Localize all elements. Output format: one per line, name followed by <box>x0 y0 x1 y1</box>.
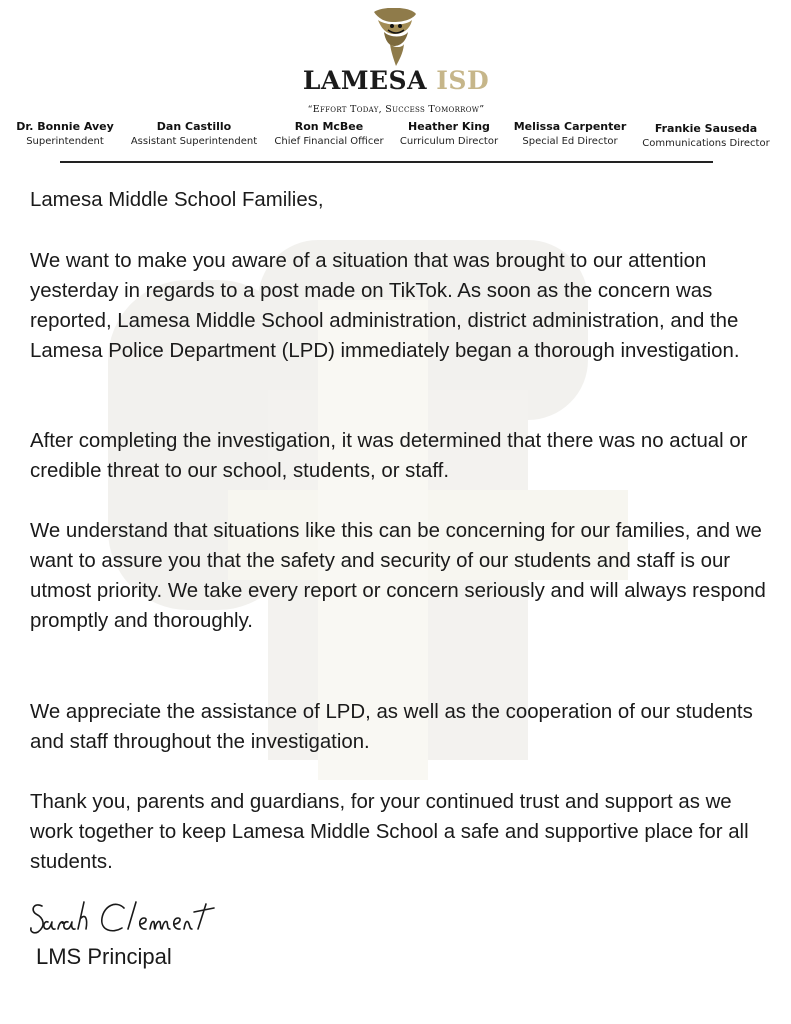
signature-title: LMS Principal <box>36 944 172 969</box>
staff-name: Dr. Bonnie Avey <box>16 120 114 133</box>
letter-paragraph: We understand that situations like this can be concerning for our families, and we want to assure you that the safety and security of our students and staff is our utmost priority. We take every report or concern seriously and will always respond promptly and thoroughly. <box>30 520 766 632</box>
staff-title: Communications Director <box>642 138 770 149</box>
staff-title: Assistant Superintendent <box>130 136 258 147</box>
staff-entry <box>16 119 114 149</box>
staff-entry <box>400 119 498 149</box>
letter-greeting: Lamesa Middle School Families, <box>30 189 324 211</box>
staff-entry <box>274 119 383 149</box>
letter-paragraph: After completing the investigation, it was determined that there was no actual or credible threat to our school, students, or staff. <box>30 430 748 482</box>
logo-text-isd: ISD <box>436 66 490 95</box>
staff-entry <box>514 119 627 149</box>
logo-wordmark <box>300 66 492 95</box>
staff-name: Heather King <box>408 120 490 133</box>
tornado-mascot-icon <box>372 8 418 68</box>
letter-paragraph: We want to make you aware of a situation that was brought to our attention yesterday in regards to a post made on TikTok. As soon as the concern was reported, Lamesa Middle School administration, district administration, and the Lamesa Police Department (LPD) immediately began a thorough investigation. <box>30 250 740 362</box>
staff-title: Special Ed Director <box>522 136 618 147</box>
staff-title: Superintendent <box>26 136 104 147</box>
staff-entry <box>131 119 257 149</box>
letter-paragraph: We appreciate the assistance of LPD, as well as the cooperation of our students and staff throughout the investigation. <box>30 701 753 753</box>
staff-name: Dan Castillo <box>156 120 232 133</box>
handwritten-signature <box>28 896 228 944</box>
staff-title: Chief Financial Officer <box>274 136 384 147</box>
letter-paragraph: Thank you, parents and guardians, for your continued trust and support as we work together to keep Lamesa Middle School a safe and supportive place for all students. <box>30 791 749 873</box>
staff-title: Curriculum Director <box>399 136 499 147</box>
staff-name: Frankie Sauseda <box>654 122 758 135</box>
staff-entry <box>642 121 769 151</box>
header-divider <box>60 161 713 163</box>
logo-text-lamesa: LAMESA <box>302 66 427 95</box>
staff-name: Melissa Carpenter <box>513 120 627 133</box>
district-logo <box>300 8 492 115</box>
staff-name: Ron McBee <box>294 120 364 133</box>
district-motto: “Effort Today, Success Tomorrow” <box>307 104 485 115</box>
